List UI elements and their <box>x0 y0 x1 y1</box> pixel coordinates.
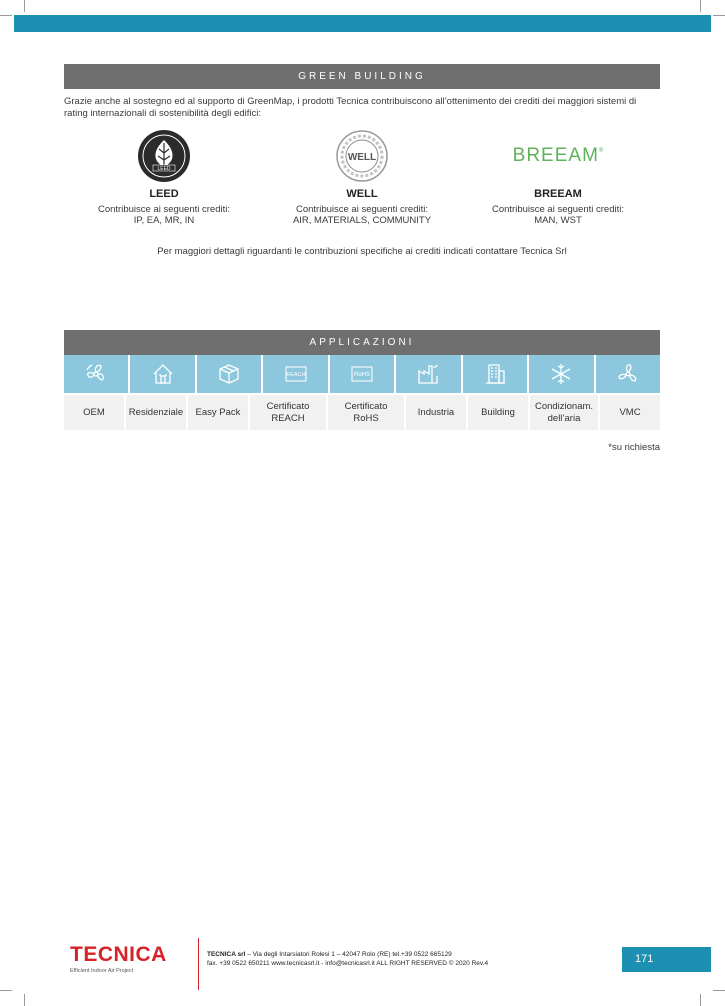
cert-name: WELL <box>346 188 378 200</box>
svg-text:REACH: REACH <box>285 372 306 378</box>
cert-name: BREEAM <box>534 188 582 200</box>
app-label: Building <box>468 395 528 430</box>
application-icons-row <box>64 355 660 393</box>
application-labels-row <box>64 395 660 430</box>
crop-mark <box>24 0 25 12</box>
applications-table <box>64 355 660 430</box>
cert-breeam <box>458 128 658 226</box>
green-building-note: Per maggiori dettagli riguardanti le contribuzioni specifiche ai crediti indicati contattare Tecnica Srl <box>157 246 567 257</box>
building-icon <box>463 355 527 393</box>
app-label: Easy Pack <box>188 395 248 430</box>
footer-divider <box>198 938 199 990</box>
crop-mark <box>24 994 25 1006</box>
reach-icon <box>263 355 327 393</box>
factory-icon <box>396 355 460 393</box>
brand-tagline: Efficient Indoor Air Project <box>70 968 134 974</box>
app-label: Industria <box>406 395 466 430</box>
top-accent-bar <box>14 15 711 32</box>
green-building-intro: Grazie anche al sostegno ed al supporto di GreenMap, i prodotti Tecnica contribuiscono all’ottenimento dei crediti dei maggiori sistemi di rating internazionali di sostenibilità degli edifici: <box>64 96 637 119</box>
crop-mark <box>713 990 725 991</box>
cert-description: Contribuisce ai seguenti crediti: IP, EA, MR, IN <box>97 204 230 226</box>
app-label: VMC <box>600 395 660 430</box>
svg-text:LEED: LEED <box>157 166 171 172</box>
cert-well <box>262 128 462 226</box>
tecnica-logo <box>70 944 190 974</box>
house-icon <box>130 355 194 393</box>
propeller-icon <box>596 355 660 393</box>
app-label: OEM <box>64 395 124 430</box>
snowflake-icon <box>529 355 593 393</box>
svg-text:WELL: WELL <box>347 152 377 163</box>
brand-name: TECNICA <box>70 943 167 966</box>
crop-mark <box>713 15 725 16</box>
cert-description: Contribuisce ai seguenti crediti: MAN, WST <box>491 204 624 226</box>
cert-name: LEED <box>149 188 179 200</box>
page-number: 171 <box>622 947 711 972</box>
cert-leed <box>64 128 264 226</box>
app-label: Condizionam. dell’aria <box>530 395 598 430</box>
crop-mark <box>0 990 12 991</box>
rohs-icon <box>330 355 394 393</box>
box-icon <box>197 355 261 393</box>
footer-contact: TECNICA srl – Via degli Intarsiatori Rolesi 1 – 42047 Rolo (RE) tel.+39 0522 665129 fax. +39 0522 650211 www.tecnicasrl.it - info@tecnicasrl.it ALL RIGHT RESERVED © 2020 Rev.4 <box>207 951 489 967</box>
well-logo <box>262 128 462 184</box>
app-label: Certificato RoHS <box>328 395 404 430</box>
cert-description: Contribuisce ai seguenti crediti: AIR, MATERIALS, COMMUNITY <box>292 204 432 226</box>
fan-icon <box>64 355 128 393</box>
green-building-header: GREEN BUILDING <box>64 64 660 89</box>
app-label: Certificato REACH <box>250 395 326 430</box>
breeam-logo: BREEAM ® <box>512 145 604 166</box>
crop-mark <box>0 15 12 16</box>
leed-logo <box>64 128 264 184</box>
app-label: Residenziale <box>126 395 186 430</box>
footnote: *su richiesta <box>608 442 660 453</box>
crop-mark <box>700 994 701 1006</box>
crop-mark <box>700 0 701 12</box>
svg-text:RoHS: RoHS <box>353 372 370 378</box>
applicazioni-header: APPLICAZIONI <box>64 330 660 355</box>
